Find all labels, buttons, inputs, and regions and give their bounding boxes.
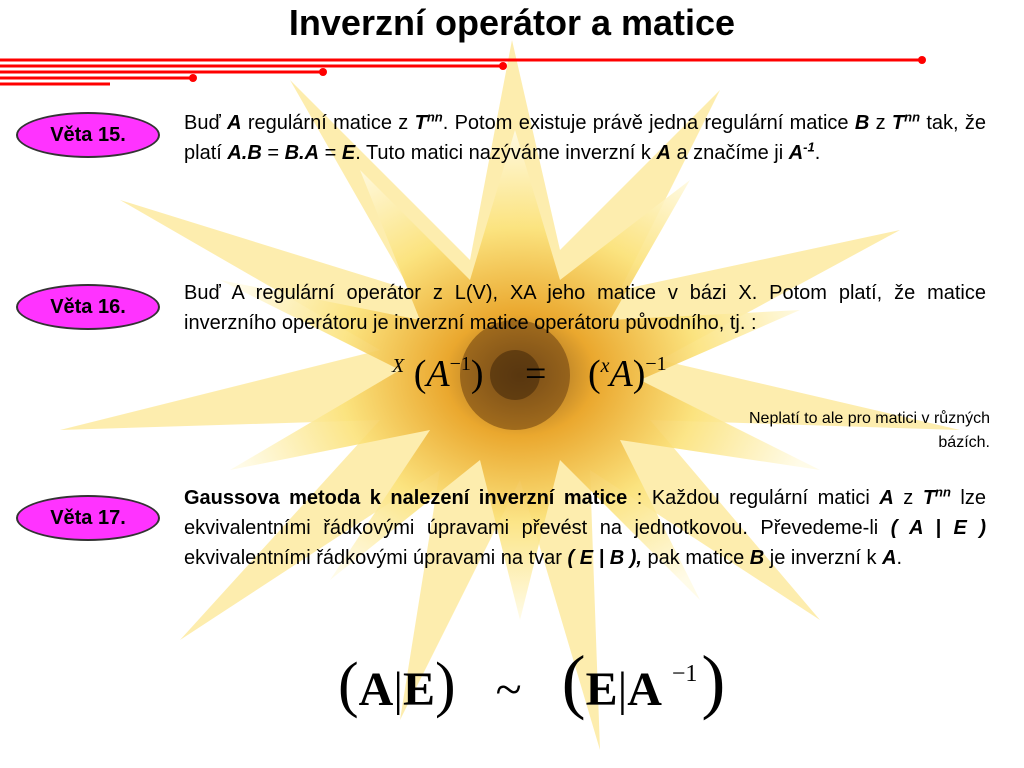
note-different-bases: Neplatí to ale pro matici v různých bázích. [749, 410, 990, 451]
theorem-17-text: Gaussova metoda k nalezení inverzní matice : Každou regulární matici A z $T^{nn}$ lze ekvivalentními řádkovými úpravami převést na jednotkovou. Převedeme-li ( A | E ) ekvivalentními řádkovými úpravami na tvar ( E | B ), pak matice B je inverzní k A. [184, 484, 986, 569]
theorem-16-badge: Věta 16. [16, 284, 160, 330]
theorem-17-badge: Věta 17. [16, 495, 160, 541]
formula-gauss: (A|E) ~ (E|A $^{-1}$) [338, 641, 726, 721]
page-title: Inverzní operátor a matice [288, 2, 736, 43]
decorative-red-lines [0, 50, 1024, 90]
theorem-16-text: Buď A regulární operátor z L(V), XA jeho matice v bázi X. Potom platí, že matice inverzního operátoru je inverzní matice operátoru původního, tj. : [184, 282, 986, 334]
theorem-15-badge: Věta 15. [16, 112, 160, 158]
theorem-15-text: Buď A regulární matice z $T^{nn}$. Potom existuje právě jedna regulární matice B z $T^{nn}$ tak, že platí A.B = B.A = E. Tuto matici nazýváme inverzní k A a značíme ji $A^{-1}$. [184, 109, 987, 164]
formula-inverse-operator: $^X$ $(A^{-1}) = (^xA)^{-1}$ [392, 353, 667, 395]
